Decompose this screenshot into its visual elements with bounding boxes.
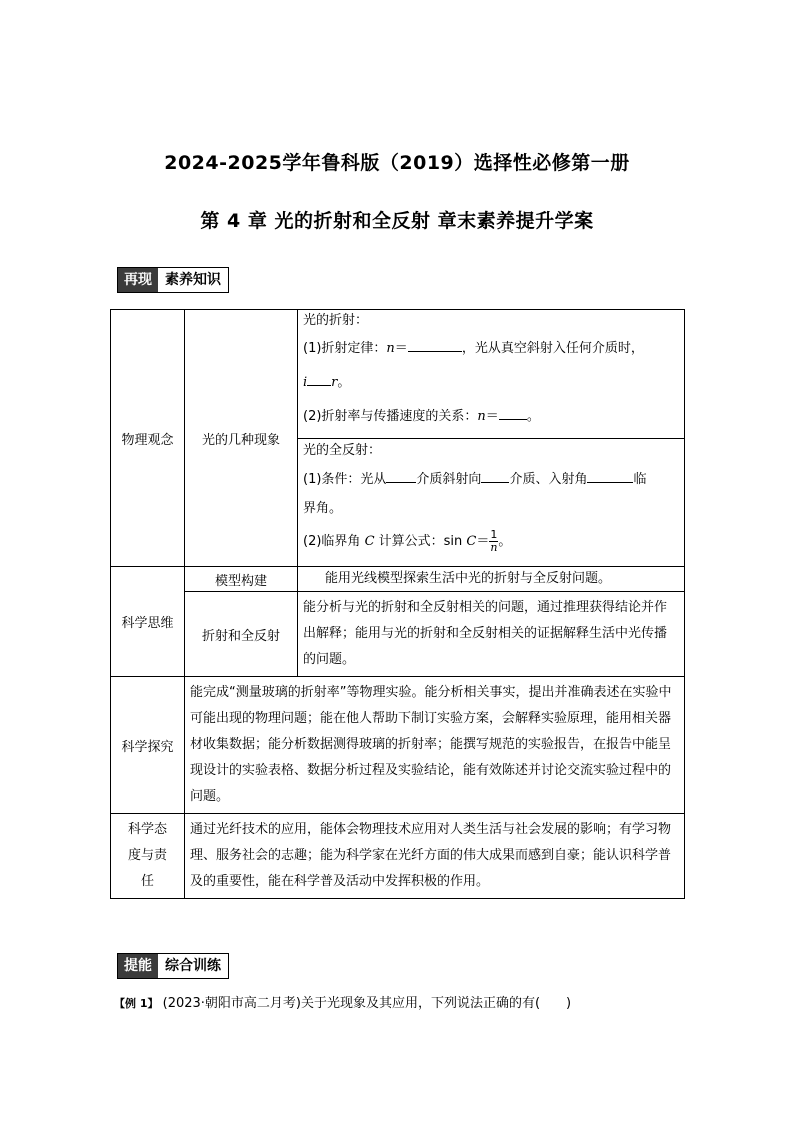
text-cell: 能完成“测量玻璃的折射率”等物理实验。能分析相关事实，提出并准确表述在实验中可能出现的物理问题；能在他人帮助下制订实验方案，会解释实验原理，能用相关器材收集数据；能分析数据测得玻璃的折射率；能撰写规范的实验报告，在报告中能呈现设计的实验表格、数据分析过程及实验结论，能有效陈述并讨论交流实验过程中的问题。 [185, 677, 685, 814]
section-tag-training [117, 953, 229, 979]
category-cell: 科学态度与责任 [111, 814, 185, 899]
document-subtitle: 第 4 章 光的折射和全反射 章末素养提升学案 [200, 210, 594, 232]
category-cell: 物理观念 [111, 310, 185, 567]
angle-compare-line: i r。 [303, 375, 351, 390]
text-cell: 能用光线模型探索生活中光的折射与全反射问题。 [298, 567, 685, 592]
total-reflection-condition: (1)条件：光从 介质斜射向 介质、入射角 临 [303, 472, 647, 487]
fraction: $\frac{1}{n}$ [490, 528, 498, 554]
table-row [111, 814, 685, 899]
answer-blank [408, 339, 462, 352]
example-question [114, 992, 571, 1011]
refraction-relation: (2)折射率与传播速度的关系：n＝ 。 [303, 409, 540, 424]
topic-cell: 模型构建 [185, 567, 298, 592]
section-tag-dark: 再现 [118, 268, 158, 292]
answer-blank [587, 470, 633, 483]
table-row [111, 567, 685, 592]
section-tag-light: 素养知识 [158, 268, 228, 292]
table-row [111, 592, 685, 677]
critical-angle-formula: (2)临界角 C 计算公式：sin C＝ $\frac{1}{n}$ 。 [303, 528, 512, 554]
topic-cell: 光的几种现象 [185, 310, 298, 567]
answer-blank [499, 407, 527, 420]
text-cell: 通过光纤技术的应用，能体会物理技术应用对人类生活与社会发展的影响；有学习物理、服务社会的志趣；能为科学家在光纤方面的伟大成果而感到自豪；能认识科学普及的重要性，能在科学普及活动中发挥积极的作用。 [185, 814, 685, 899]
section-tag-dark: 提能 [118, 954, 158, 978]
text-cell: 能分析与光的折射和全反射相关的问题，通过推理获得结论并作出解释；能用与光的折射和全反射相关的证据解释生活中光传播的问题。 [298, 592, 685, 677]
answer-blank [481, 470, 509, 483]
refraction-cell [298, 310, 685, 439]
refraction-heading: 光的折射： [303, 313, 369, 328]
total-reflection-condition-cont: 界角。 [303, 501, 343, 516]
example-text: (2023·朝阳市高二月考)关于光现象及其应用，下列说法正确的有( ) [162, 996, 572, 1011]
total-reflection-heading: 光的全反射： [303, 443, 382, 458]
table-row [111, 677, 685, 814]
example-label: 【例 1】 [114, 997, 159, 1010]
total-reflection-cell [298, 439, 685, 567]
topic-cell: 折射和全反射 [185, 592, 298, 677]
refraction-law: (1)折射定律：n＝ ，光从真空斜射入任何介质时， [303, 341, 644, 356]
document-title: 2024-2025学年鲁科版（2019）选择性必修第一册 [164, 152, 630, 174]
competency-table [110, 309, 685, 899]
category-cell: 科学思维 [111, 567, 185, 677]
answer-blank [386, 470, 416, 483]
section-tag-review [117, 267, 229, 293]
answer-blank [307, 373, 331, 386]
section-tag-light: 综合训练 [158, 954, 228, 978]
table-row [111, 310, 685, 439]
category-cell: 科学探究 [111, 677, 185, 814]
